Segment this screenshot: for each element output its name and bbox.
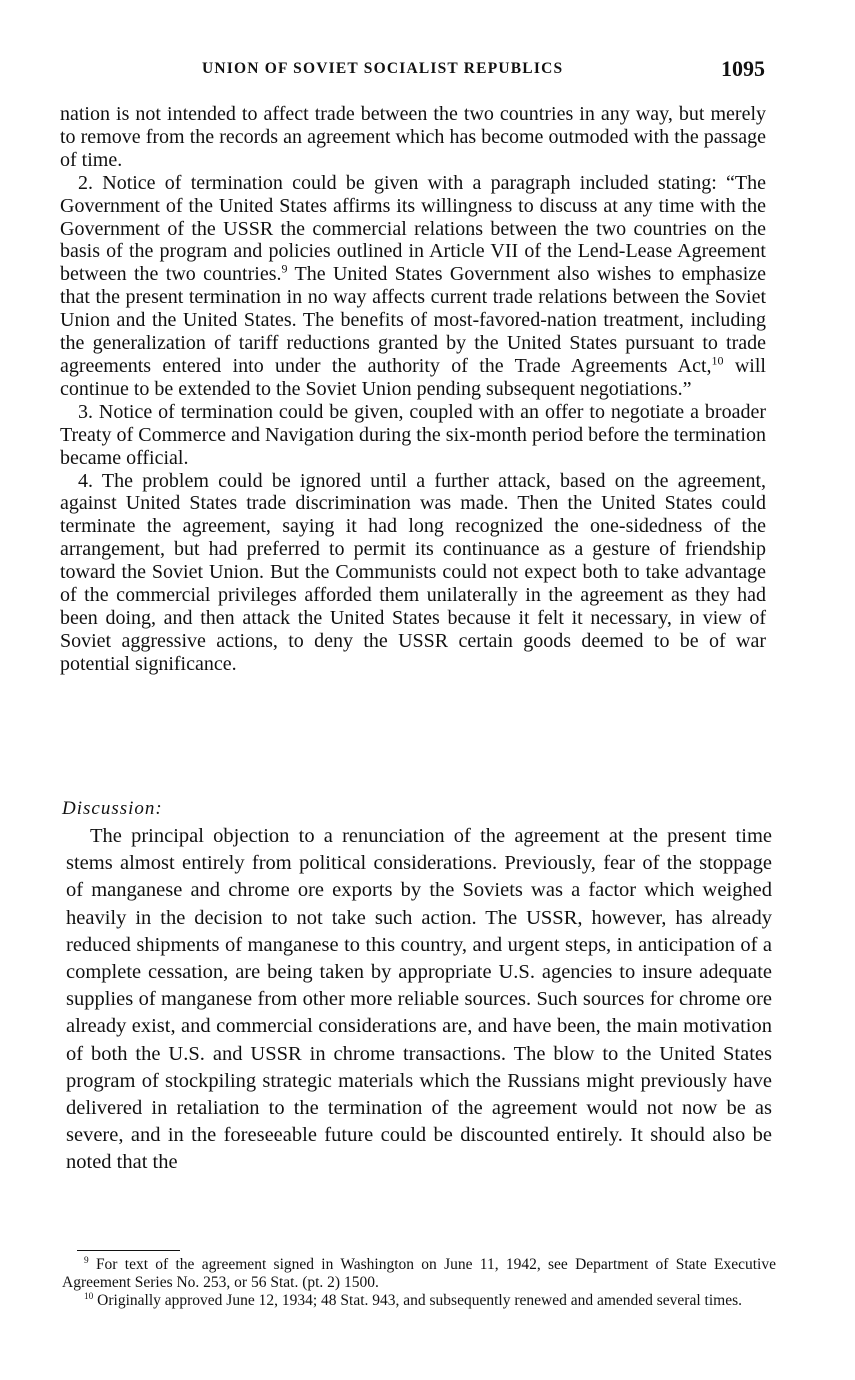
running-head — [60, 56, 765, 86]
footnote-10-reference[interactable]: 10 — [711, 353, 724, 368]
discussion-heading: Discussion: — [62, 798, 163, 819]
option-2-text-c: will continue to be extended to the Soviet Union pending subsequent negotiations.” — [60, 354, 766, 400]
footnote-10-text: Originally approved June 12, 1934; 48 Stat. 943, and subsequently renewed and amended several times. — [93, 1292, 742, 1309]
page-number: 1095 — [721, 56, 765, 81]
continuation-paragraph: nation is not intended to affect trade between the two countries in any way, but merely to remove from the records an agreement which has become outmoded with the passage of time. — [60, 103, 766, 171]
options-section — [60, 103, 766, 676]
discussion-paragraph: The principal objection to a renunciation of the agreement at the present time stems almost entirely from political considerations. Previously, fear of the stoppage of manganese and chrome ore exports by the Soviets was a factor which weighed heavily in the decision to not take such action. The USSR, however, has already reduced shipments of manganese to this country, and urgent steps, in anticipation of a complete cessation, are being taken by appropriate U.S. agencies to insure adequate supplies of manganese from other more reliable sources. Such sources for chrome ore already exist, and commercial considerations are, and have been, the main motivation of both the U.S. and USSR in chrome transactions. The blow to the United States program of stockpiling strategic materials which the Russians might previously have delivered in retaliation to the termination of the agreement would not now be as severe, and in the foreseeable future could be discounted entirely. It should also be noted that the — [66, 825, 772, 1174]
footnote-9-marker: 9 — [84, 1255, 89, 1266]
footnote-10 — [62, 1292, 776, 1310]
option-3-paragraph: 3. Notice of termination could be given, coupled with an offer to negotiate a broader Treaty of Commerce and Navigation during the six-month period before the termination became official. — [60, 400, 766, 469]
footnotes — [62, 1256, 776, 1310]
footnote-10-marker: 10 — [84, 1291, 94, 1302]
discussion-section — [66, 823, 772, 1177]
footnote-divider — [77, 1250, 180, 1251]
footnote-9-reference[interactable]: 9 — [281, 261, 288, 276]
footnote-9-text: For text of the agreement signed in Washington on June 11, 1942, see Department of State Executive Agreement Series No. 253, or 56 Stat. (pt. 2) 1500. — [62, 1256, 776, 1291]
option-2-text-b: The United States Government also wishes to emphasize that the present termination in no way affects current trade relations between the Soviet Union and the United States. The benefits of most-favored-nation treatment, including the generalization of tariff reductions granted by the United States pursuant to trade agreements entered into under the authority of the Trade Agreements Act, — [60, 263, 767, 377]
running-title: UNION OF SOVIET SOCIALIST REPUBLICS — [202, 60, 564, 77]
option-4-paragraph: 4. The problem could be ignored until a further attack, based on the agreement, against United States trade discrimination was made. Then the United States could terminate the agreement, saying it had long recognized the one-sidedness of the arrangement, but had preferred to permit its continuance as a gesture of friendship toward the Soviet Union. But the Communists could not expect both to take advantage of the commercial privileges afforded them unilaterally in the agreement as they had been doing, and then attack the United States because it felt it necessary, in view of Soviet aggressive actions, to deny the USSR certain goods deemed to be of war potential significance. — [60, 469, 766, 675]
option-2-text-a: 2. Notice of termination could be given with a paragraph included stating: “The Government of the United States affirms its willingness to discuss at any time with the Government of the USSR the commercial relations between the two countries on the basis of the program and policies outlined in Article VII of the Lend-Lease Agreement between the two countries. — [60, 171, 766, 286]
footnote-9 — [62, 1256, 776, 1292]
option-2-paragraph — [60, 172, 766, 401]
